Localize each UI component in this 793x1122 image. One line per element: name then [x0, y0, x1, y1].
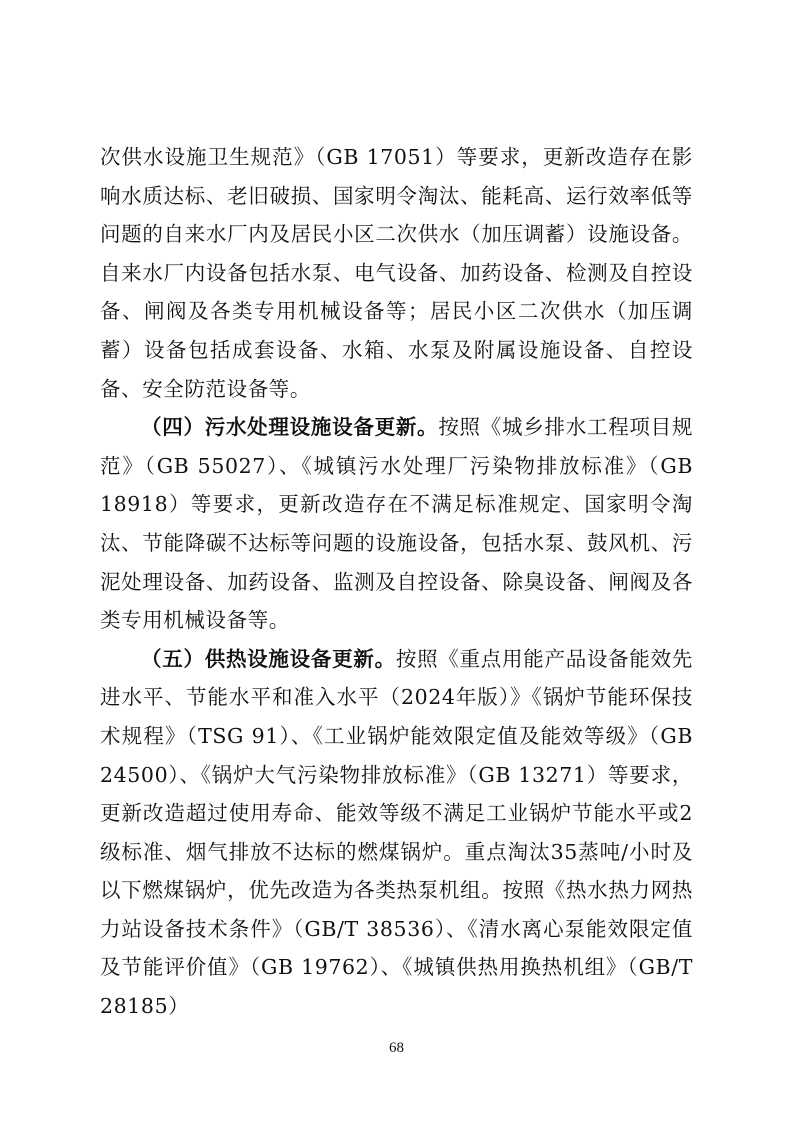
paragraph-heating — [100, 640, 693, 1026]
section-heading: （五）供热设施设备更新。 — [141, 646, 396, 671]
body-text — [100, 138, 693, 1026]
paragraph-text: 次供水设施卫生规范》（GB 17051）等要求，更新改造存在影响水质达标、老旧破损、国家明令淘汰、能耗高、运行效率低等问题的自来水厂内及居民小区二次供水（加压调蓄）设施设备。自来水厂内设备包括水泵、电气设备、加药设备、检测及自控设备、闸阀及各类专用机械设备等；居民小区二次供水（加压调蓄）设备包括成套设备、水箱、水泵及附属设施设备、自控设备、安全防范设备等。 — [100, 145, 693, 401]
paragraph-continuation — [100, 138, 693, 408]
page-number: 68 — [389, 1040, 404, 1056]
paragraph-text: 按照《城乡排水工程项目规范》（GB 55027）、《城镇污水处理厂污染物排放标准》（GB 18918）等要求，更新改造存在不满足标准规定、国家明令淘汰、节能降碳不达标等问题的设施设备，包括水泵、鼓风机、污泥处理设备、加药设备、监测及自控设备、除臭设备、闸阀及各类专用机械设备等。 — [100, 415, 694, 633]
paragraph-sewage-treatment — [100, 408, 693, 640]
paragraph-text: 按照《重点用能产品设备能效先进水平、节能水平和准入水平（2024年版）》《锅炉节能环保技术规程》（TSG 91）、《工业锅炉能效限定值及能效等级》（GB 24500）、《锅炉大气污染物排放标准》（GB 13271）等要求，更新改造超过使用寿命、能效等级不满足工业锅炉节能水平或2级标准、烟气排放不达标的燃煤锅炉。重点淘汰35蒸吨/小时及以下燃煤锅炉，优先改造为各类热泵机组。按照《热水热力网热力站设备技术条件》（GB/T 38536）、《清水离心泵能效限定值及节能评价值》（GB 19762）、《城镇供热用换热机组》（GB/T 28185） — [100, 646, 693, 1019]
section-heading: （四）污水处理设施设备更新。 — [141, 415, 439, 440]
